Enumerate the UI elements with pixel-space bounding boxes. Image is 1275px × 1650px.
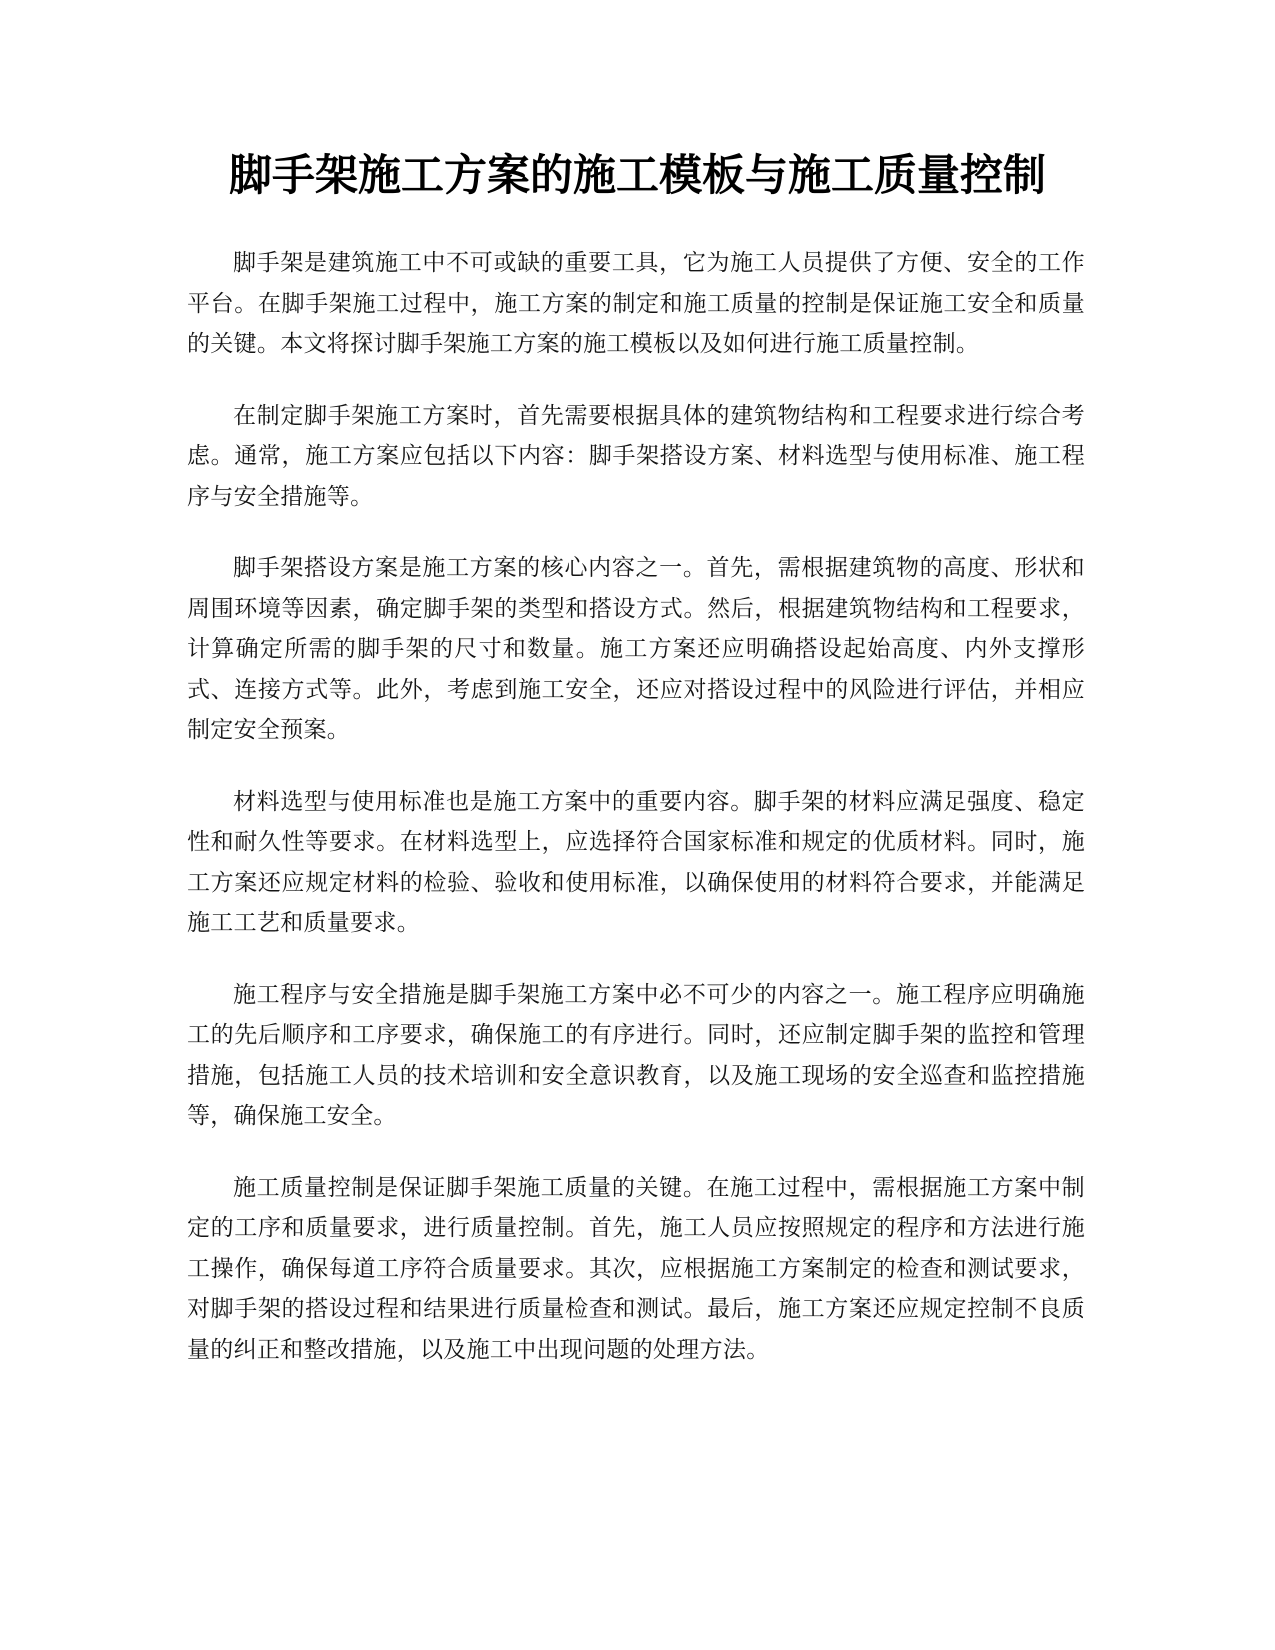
paragraph-quality-control: 施工质量控制是保证脚手架施工质量的关键。在施工过程中，需根据施工方案中制定的工序和质量要求，进行质量控制。首先，施工人员应按照规定的程序和方法进行施工操作，确保每道工序符合质量要求。其次，应根据施工方案制定的检查和测试要求，对脚手架的搭设过程和结果进行质量检查和测试。最后，施工方案还应规定控制不良质量的纠正和整改措施，以及施工中出现问题的处理方法。	[187, 1174, 1085, 1363]
paragraph-intro: 脚手架是建筑施工中不可或缺的重要工具，它为施工人员提供了方便、安全的工作平台。在脚手架施工过程中，施工方案的制定和施工质量的控制是保证施工安全和质量的关键。本文将探讨脚手架施工方案的施工模板以及如何进行施工质量控制。	[187, 250, 1085, 357]
document-title: 脚手架施工方案的施工模板与施工质量控制	[229, 151, 1046, 201]
document-body	[187, 243, 1085, 1401]
paragraph-procedures-safety: 施工程序与安全措施是脚手架施工方案中必不可少的内容之一。施工程序应明确施工的先后顺序和工序要求，确保施工的有序进行。同时，还应制定脚手架的监控和管理措施，包括施工人员的技术培训和安全意识教育，以及施工现场的安全巡查和监控措施等，确保施工安全。	[187, 981, 1085, 1129]
paragraph-erection-plan: 脚手架搭设方案是施工方案的核心内容之一。首先，需根据建筑物的高度、形状和周围环境等因素，确定脚手架的类型和搭设方式。然后，根据建筑物结构和工程要求，计算确定所需的脚手架的尺寸和数量。施工方案还应明确搭设起始高度、内外支撑形式、连接方式等。此外，考虑到施工安全，还应对搭设过程中的风险进行评估，并相应制定安全预案。	[187, 555, 1085, 743]
paragraph-material-standards: 材料选型与使用标准也是施工方案中的重要内容。脚手架的材料应满足强度、稳定性和耐久性等要求。在材料选型上，应选择符合国家标准和规定的优质材料。同时，施工方案还应规定材料的检验、验收和使用标准，以确保使用的材料符合要求，并能满足施工工艺和质量要求。	[187, 788, 1085, 936]
paragraph-plan-contents: 在制定脚手架施工方案时，首先需要根据具体的建筑物结构和工程要求进行综合考虑。通常，施工方案应包括以下内容：脚手架搭设方案、材料选型与使用标准、施工程序与安全措施等。	[187, 402, 1085, 510]
